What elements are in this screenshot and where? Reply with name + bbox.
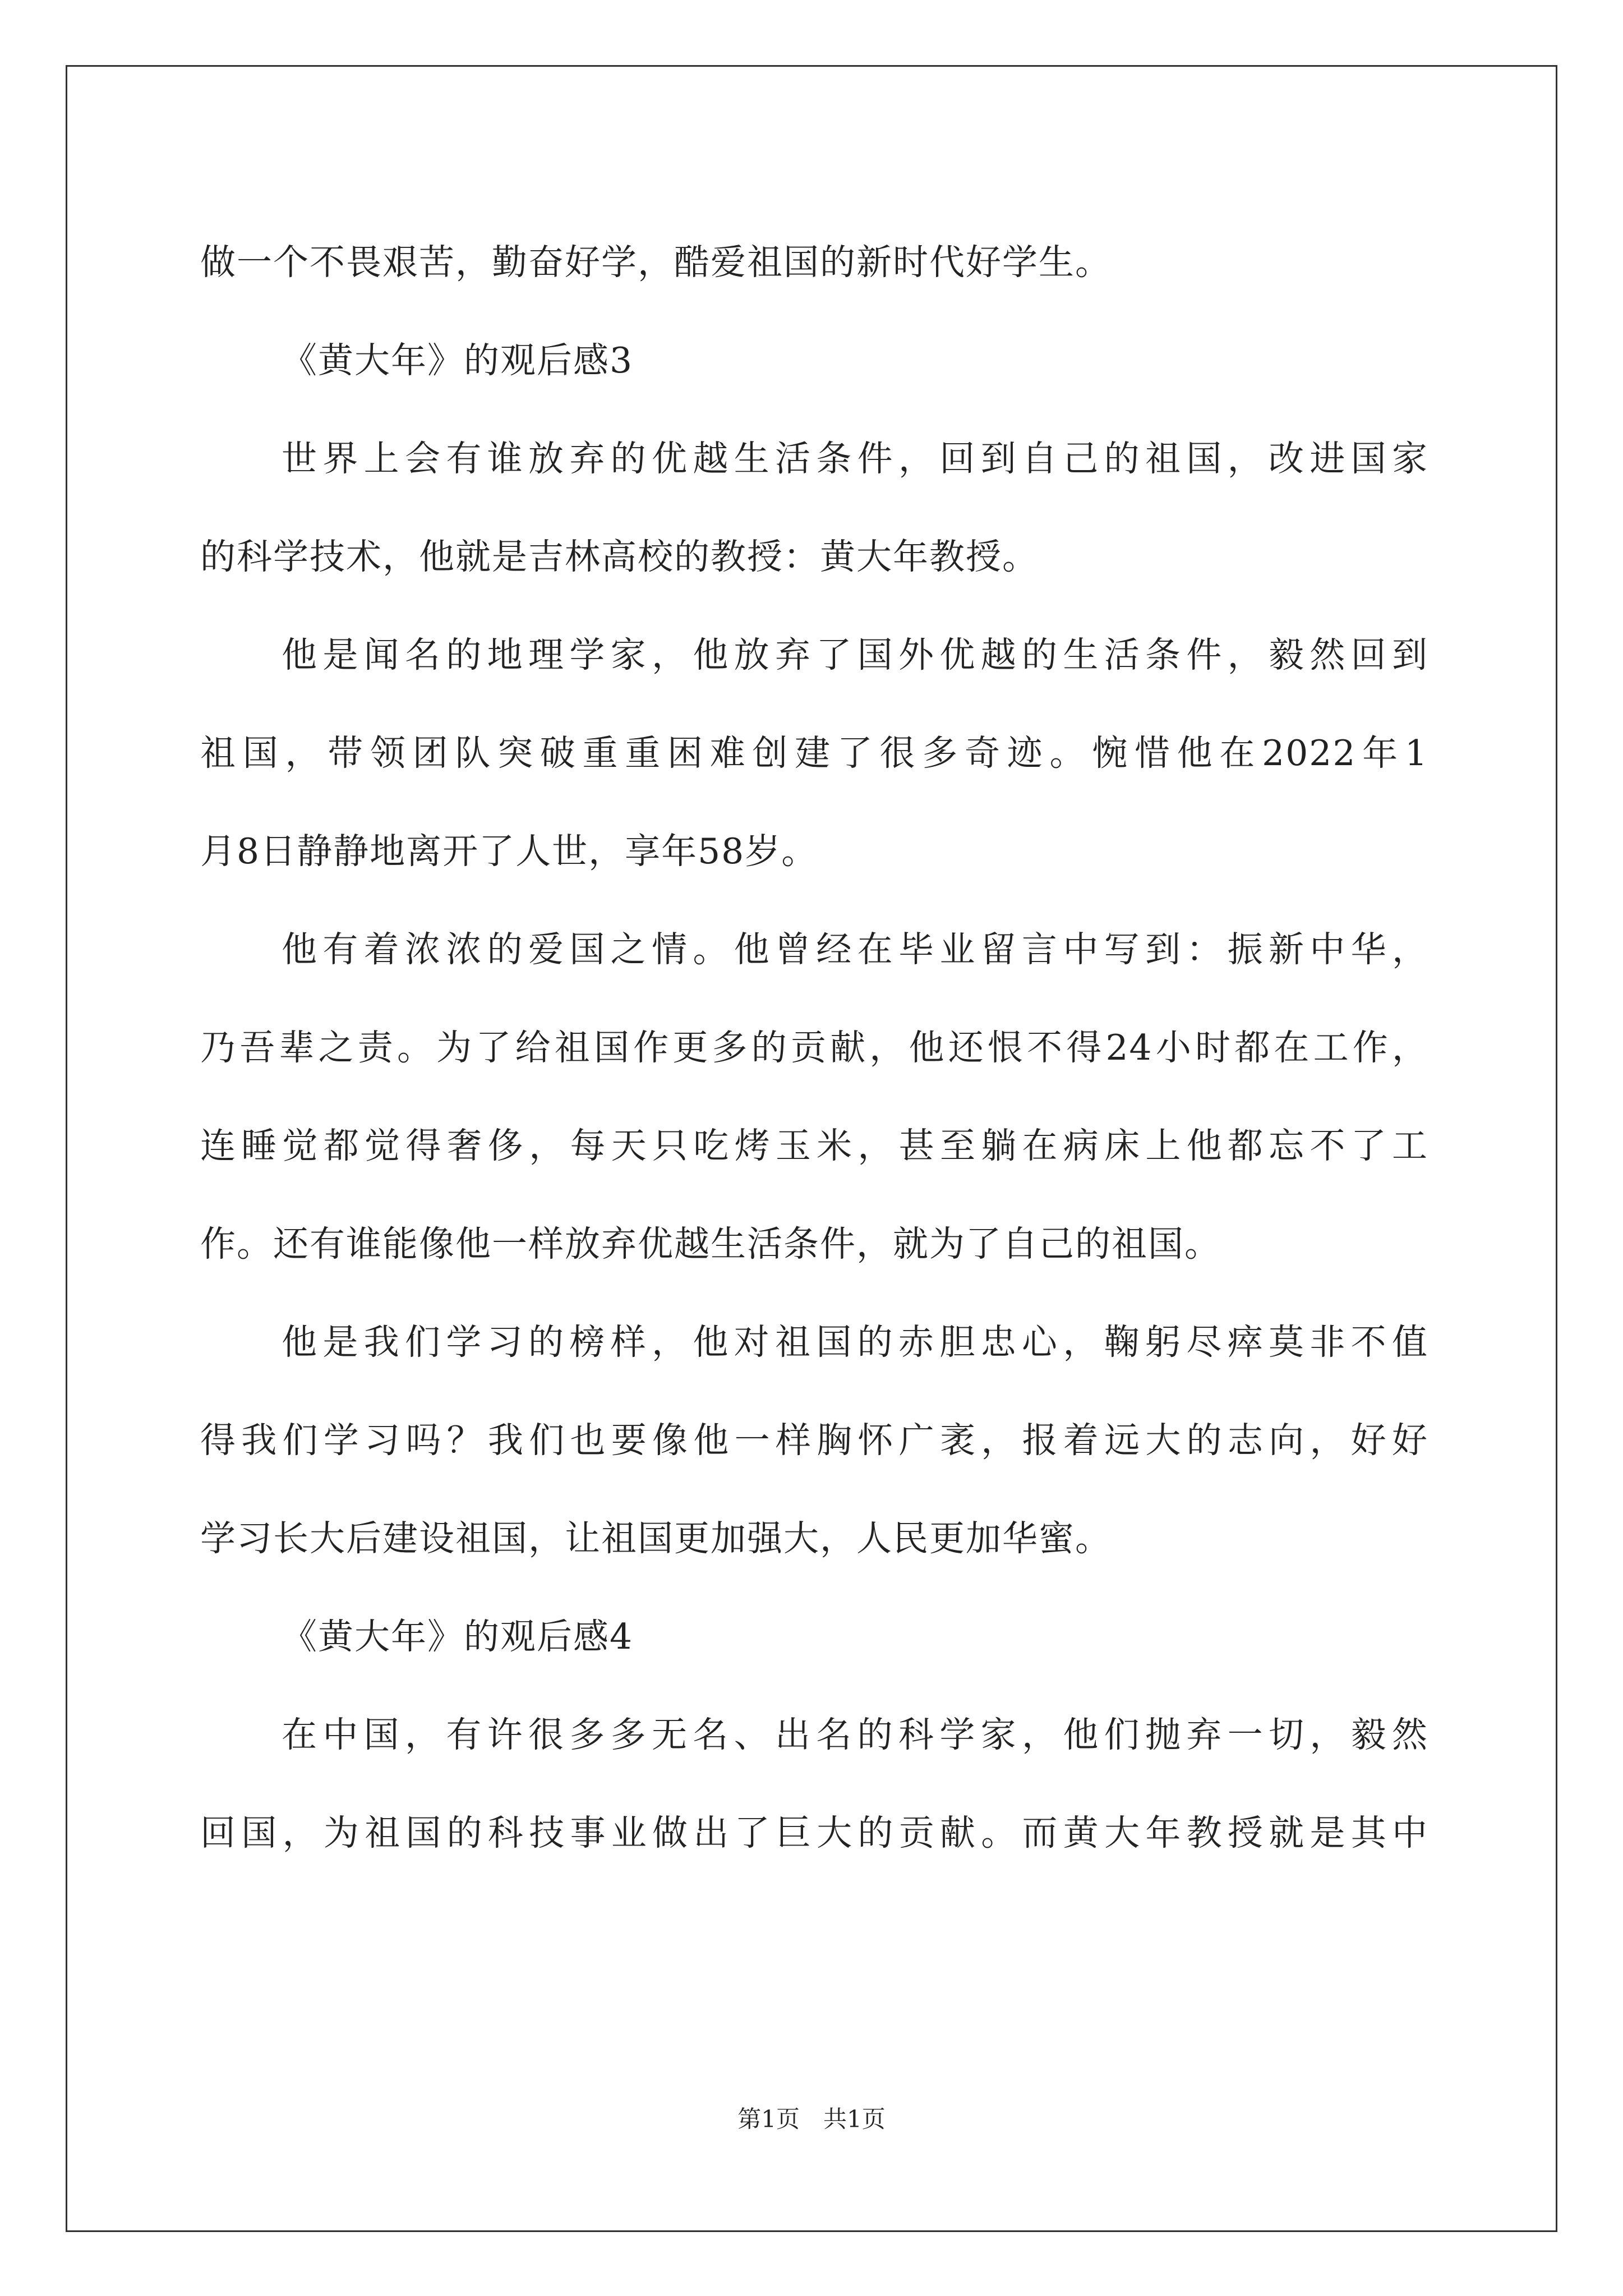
page-footer: 第1页 共1页 [737, 2105, 886, 2133]
text-line-6: 祖国，带领团队突破重重困难创建了很多奇迹。惋惜他在2022年1 [200, 733, 1428, 774]
section-heading-4: 《黄大年》的观后感4 [282, 1616, 634, 1657]
text-line-16: 在中国，有许很多多无名、出名的科学家，他们抛弃一切，毅然 [282, 1714, 1428, 1755]
text-line-10: 连睡觉都觉得奢侈，每天只吃烤玉米，甚至躺在病床上他都忘不了工 [200, 1125, 1428, 1166]
text-line-8: 他有着浓浓的爱国之情。他曾经在毕业留言中写到：振新中华， [282, 929, 1428, 970]
text-line-3: 世界上会有谁放弃的优越生活条件，回到自己的祖国，改进国家 [282, 438, 1428, 479]
text-line-13: 得我们学习吗？我们也要像他一样胸怀广袤，报着远大的志向，好好 [200, 1420, 1428, 1461]
section-heading-3: 《黄大年》的观后感3 [282, 340, 634, 381]
text-line-9: 乃吾辈之责。为了给祖国作更多的贡献，他还恨不得24小时都在工作， [200, 1027, 1428, 1068]
document-body [200, 213, 1428, 1882]
text-line-4: 的科学技术，他就是吉林高校的教授：黄大年教授。 [200, 536, 1039, 577]
text-line-17: 回国，为祖国的科技事业做出了巨大的贡献。而黄大年教授就是其中 [200, 1812, 1428, 1853]
text-line-14: 学习长大后建设祖国，让祖国更加强大，人民更加华蜜。 [200, 1518, 1112, 1559]
text-line-1: 做一个不畏艰苦，勤奋好学，酷爱祖国的新时代好学生。 [200, 242, 1112, 283]
text-line-5: 他是闻名的地理学家，他放弃了国外优越的生活条件，毅然回到 [282, 634, 1428, 675]
text-line-12: 他是我们学习的榜样，他对祖国的赤胆忠心，鞠躬尽瘁莫非不值 [282, 1322, 1428, 1363]
text-line-7: 月8日静静地离开了人世，享年58岁。 [200, 831, 818, 872]
text-line-11: 作。还有谁能像他一样放弃优越生活条件，就为了自己的祖国。 [200, 1223, 1221, 1264]
